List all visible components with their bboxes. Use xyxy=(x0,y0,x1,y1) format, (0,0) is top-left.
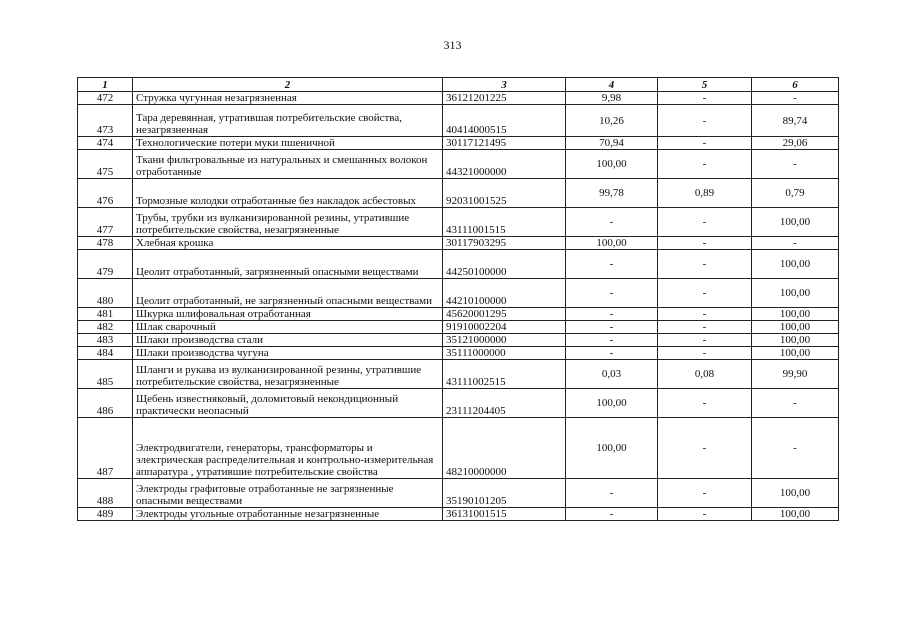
column-4-cell: 100,00 xyxy=(566,418,658,479)
table-row xyxy=(78,418,839,479)
waste-code-cell: 44210100000 xyxy=(443,279,566,308)
waste-code-cell: 40414000515 xyxy=(443,105,566,137)
column-4-cell: - xyxy=(566,208,658,237)
table-row xyxy=(78,279,839,308)
waste-code-cell: 35121000000 xyxy=(443,334,566,347)
waste-name-cell: Трубы, трубки из вулканизированной резины, утратившие потребительские свойства, незагрязненные xyxy=(133,208,443,237)
waste-code-cell: 43111002515 xyxy=(443,360,566,389)
waste-code-cell: 44250100000 xyxy=(443,250,566,279)
row-number-cell: 489 xyxy=(78,508,133,521)
column-5-cell: - xyxy=(658,208,752,237)
column-6-cell: 100,00 xyxy=(752,250,839,279)
waste-name-cell: Электроды графитовые отработанные не загрязненные опасными веществами xyxy=(133,479,443,508)
row-number-cell: 473 xyxy=(78,105,133,137)
row-number-cell: 475 xyxy=(78,150,133,179)
column-6-cell: - xyxy=(752,92,839,105)
column-5-cell: - xyxy=(658,508,752,521)
column-5-cell: 0,08 xyxy=(658,360,752,389)
waste-name-cell: Шкурка шлифовальная отработанная xyxy=(133,308,443,321)
row-number-cell: 484 xyxy=(78,347,133,360)
waste-code-cell: 48210000000 xyxy=(443,418,566,479)
row-number-cell: 486 xyxy=(78,389,133,418)
column-6-cell: 99,90 xyxy=(752,360,839,389)
waste-code-cell: 30117121495 xyxy=(443,137,566,150)
column-5-cell: - xyxy=(658,334,752,347)
column-6-cell: 100,00 xyxy=(752,321,839,334)
waste-code-cell: 91910002204 xyxy=(443,321,566,334)
waste-name-cell: Ткани фильтровальные из натуральных и смешанных волокон отработанные xyxy=(133,150,443,179)
waste-code-cell: 30117903295 xyxy=(443,237,566,250)
table-row xyxy=(78,208,839,237)
column-6-cell: 89,74 xyxy=(752,105,839,137)
column-6-cell: 100,00 xyxy=(752,508,839,521)
column-4-cell: - xyxy=(566,479,658,508)
column-5-cell: - xyxy=(658,347,752,360)
row-number-cell: 476 xyxy=(78,179,133,208)
waste-name-cell: Электродвигатели, генераторы, трансформаторы и электрическая распределительная и контрольно-измерительная аппаратура , утратившие потребительские свойства xyxy=(133,418,443,479)
row-number-cell: 488 xyxy=(78,479,133,508)
waste-code-cell: 45620001295 xyxy=(443,308,566,321)
column-6-cell: 100,00 xyxy=(752,308,839,321)
table-row xyxy=(78,334,839,347)
row-number-cell: 479 xyxy=(78,250,133,279)
column-4-cell: - xyxy=(566,308,658,321)
waste-name-cell: Тормозные колодки отработанные без накладок асбестовых xyxy=(133,179,443,208)
column-header: 1 xyxy=(78,78,133,92)
waste-code-cell: 36131001515 xyxy=(443,508,566,521)
waste-name-cell: Щебень известняковый, доломитовый некондиционный практически неопасный xyxy=(133,389,443,418)
column-6-cell: - xyxy=(752,150,839,179)
column-6-cell: 100,00 xyxy=(752,279,839,308)
table-row xyxy=(78,308,839,321)
column-4-cell: 99,78 xyxy=(566,179,658,208)
row-number-cell: 483 xyxy=(78,334,133,347)
row-number-cell: 477 xyxy=(78,208,133,237)
column-4-cell: - xyxy=(566,321,658,334)
table-row xyxy=(78,92,839,105)
column-5-cell: - xyxy=(658,137,752,150)
column-4-cell: 70,94 xyxy=(566,137,658,150)
table-row xyxy=(78,321,839,334)
table-row xyxy=(78,105,839,137)
column-5-cell: - xyxy=(658,250,752,279)
waste-name-cell: Шлаки производства стали xyxy=(133,334,443,347)
column-5-cell: - xyxy=(658,308,752,321)
column-header: 4 xyxy=(566,78,658,92)
waste-table xyxy=(77,77,839,521)
column-5-cell: - xyxy=(658,418,752,479)
table-row xyxy=(78,137,839,150)
waste-name-cell: Цеолит отработанный, не загрязненный опасными веществами xyxy=(133,279,443,308)
waste-name-cell: Хлебная крошка xyxy=(133,237,443,250)
page-number: 313 xyxy=(443,38,462,52)
column-5-cell: - xyxy=(658,479,752,508)
column-4-cell: - xyxy=(566,279,658,308)
table-row xyxy=(78,250,839,279)
column-6-cell: - xyxy=(752,237,839,250)
row-number-cell: 474 xyxy=(78,137,133,150)
column-6-cell: 0,79 xyxy=(752,179,839,208)
waste-name-cell: Шланги и рукава из вулканизированной резины, утратившие потребительские свойства, незагрязненные xyxy=(133,360,443,389)
column-6-cell: - xyxy=(752,389,839,418)
column-4-cell: 9,98 xyxy=(566,92,658,105)
column-5-cell: - xyxy=(658,279,752,308)
column-5-cell: - xyxy=(658,321,752,334)
table-row xyxy=(78,179,839,208)
row-number-cell: 480 xyxy=(78,279,133,308)
column-header: 5 xyxy=(658,78,752,92)
column-4-cell: 100,00 xyxy=(566,150,658,179)
column-4-cell: 100,00 xyxy=(566,389,658,418)
waste-code-cell: 36121201225 xyxy=(443,92,566,105)
table-row xyxy=(78,389,839,418)
waste-name-cell: Шлак сварочный xyxy=(133,321,443,334)
column-4-cell: - xyxy=(566,347,658,360)
column-header: 3 xyxy=(443,78,566,92)
column-4-cell: 100,00 xyxy=(566,237,658,250)
row-number-cell: 478 xyxy=(78,237,133,250)
column-6-cell: 100,00 xyxy=(752,208,839,237)
row-number-cell: 485 xyxy=(78,360,133,389)
column-5-cell: - xyxy=(658,389,752,418)
table-row xyxy=(78,150,839,179)
column-6-cell: - xyxy=(752,418,839,479)
waste-code-cell: 23111204405 xyxy=(443,389,566,418)
table-row xyxy=(78,347,839,360)
column-5-cell: 0,89 xyxy=(658,179,752,208)
table-row xyxy=(78,360,839,389)
waste-code-cell: 35190101205 xyxy=(443,479,566,508)
column-4-cell: - xyxy=(566,334,658,347)
column-6-cell: 29,06 xyxy=(752,137,839,150)
row-number-cell: 487 xyxy=(78,418,133,479)
waste-name-cell: Технологические потери муки пшеничной xyxy=(133,137,443,150)
column-5-cell: - xyxy=(658,237,752,250)
column-6-cell: 100,00 xyxy=(752,479,839,508)
waste-code-cell: 92031001525 xyxy=(443,179,566,208)
table-row xyxy=(78,508,839,521)
row-number-cell: 482 xyxy=(78,321,133,334)
waste-code-cell: 35111000000 xyxy=(443,347,566,360)
column-4-cell: 0,03 xyxy=(566,360,658,389)
column-6-cell: 100,00 xyxy=(752,347,839,360)
waste-code-cell: 43111001515 xyxy=(443,208,566,237)
row-number-cell: 472 xyxy=(78,92,133,105)
waste-code-cell: 44321000000 xyxy=(443,150,566,179)
column-5-cell: - xyxy=(658,150,752,179)
row-number-cell: 481 xyxy=(78,308,133,321)
column-4-cell: 10,26 xyxy=(566,105,658,137)
table-row xyxy=(78,479,839,508)
column-header: 6 xyxy=(752,78,839,92)
column-4-cell: - xyxy=(566,508,658,521)
waste-name-cell: Тара деревянная, утратившая потребительские свойства, незагрязненная xyxy=(133,105,443,137)
table-row xyxy=(78,237,839,250)
column-5-cell: - xyxy=(658,105,752,137)
column-5-cell: - xyxy=(658,92,752,105)
waste-name-cell: Цеолит отработанный, загрязненный опасными веществами xyxy=(133,250,443,279)
column-4-cell: - xyxy=(566,250,658,279)
waste-name-cell: Шлаки производства чугуна xyxy=(133,347,443,360)
waste-name-cell: Стружка чугунная незагрязненная xyxy=(133,92,443,105)
header-row xyxy=(78,78,839,92)
waste-name-cell: Электроды угольные отработанные незагрязненные xyxy=(133,508,443,521)
column-header: 2 xyxy=(133,78,443,92)
column-6-cell: 100,00 xyxy=(752,334,839,347)
